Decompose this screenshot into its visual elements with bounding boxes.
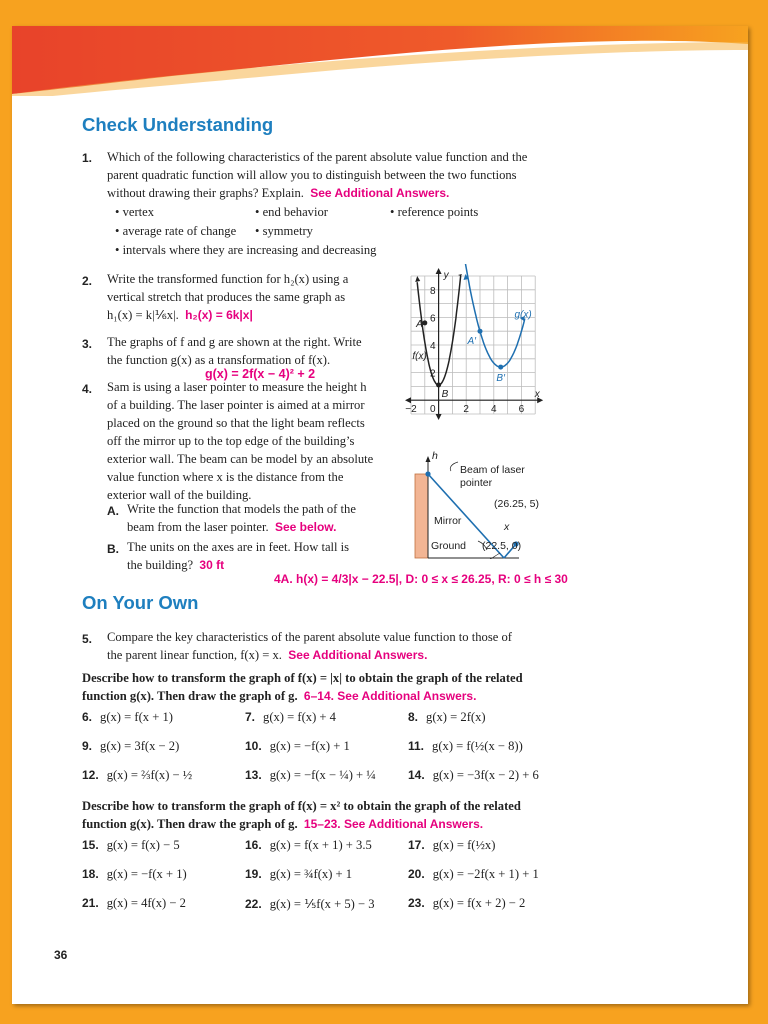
q4a-answer-full: 4A. h(x) = 4/3|x − 22.5|, D: 0 ≤ x ≤ 26.25, R: 0 ≤ h ≤ 30 xyxy=(274,572,568,586)
y-axis-arrow xyxy=(436,414,442,420)
x-tick-label: 2 xyxy=(463,404,469,416)
exercise-item xyxy=(408,896,525,911)
exercise-equation: g(x) = f(½(x − 8)) xyxy=(432,739,523,753)
q2-number: 2. xyxy=(82,274,93,288)
exercise-item xyxy=(82,867,187,882)
exercise-item xyxy=(82,710,173,725)
q1-bullet: • end behavior xyxy=(255,203,328,221)
y-tick-label: 6 xyxy=(430,313,436,325)
ground-label: Ground xyxy=(431,540,467,552)
f-label: f(x) xyxy=(412,350,427,362)
beam-label: Beam of laser xyxy=(460,464,525,476)
q4b-label: B. xyxy=(107,542,119,556)
exercise-number: 21. xyxy=(82,896,99,910)
header-band xyxy=(12,26,748,96)
exercise-number: 23. xyxy=(408,896,425,910)
q1-bullet: • symmetry xyxy=(255,222,313,240)
exercise-item xyxy=(82,896,186,911)
q1-bullet: • vertex xyxy=(115,203,154,221)
q3-number: 3. xyxy=(82,337,93,351)
q5-text: Compare the key characteristics of the parent absolute value function to those of the parent linear function, f(x) = x. See Additional Answers. xyxy=(107,630,512,662)
exercise-item xyxy=(82,838,180,853)
exercise-number: 16. xyxy=(245,838,262,852)
exercise-number: 8. xyxy=(408,710,419,724)
y-tick-label: 8 xyxy=(430,285,436,297)
x-tick-label: 4 xyxy=(491,404,497,416)
ground-point-label: (22.5, 0) xyxy=(482,540,522,552)
exercise-equation: g(x) = f(x + 2) − 2 xyxy=(432,896,526,910)
diagram-x-label: x xyxy=(504,521,510,533)
point-a-prime-label: A′ xyxy=(467,336,476,348)
building-top-point xyxy=(425,471,430,476)
exercise-item xyxy=(408,710,486,725)
exercise-equation: g(x) = −f(x + 1) xyxy=(106,867,187,881)
exercise-number: 7. xyxy=(245,710,256,724)
x-tick-label: 6 xyxy=(518,404,525,416)
exercise-number: 22. xyxy=(245,897,262,911)
h-axis-arrow xyxy=(426,456,431,462)
y-tick-label: 4 xyxy=(430,341,436,352)
exercise-item xyxy=(245,838,372,853)
q4-text: Sam is using a laser pointer to measure the height h of a building. The laser pointer is aimed at a mirror placed on the ground so that the light beam reflects off the mirror up to the top edge of the building’s exterior wall. The beam can be model by an absolute value function where x is the distance from the exterior wall of the building. xyxy=(107,380,374,502)
exercise-item xyxy=(408,768,539,783)
q4-number: 4. xyxy=(82,382,93,396)
q4a-label: A. xyxy=(107,504,119,518)
q1-bullet: • intervals where they are increasing and decreasing xyxy=(115,241,376,259)
q4a-text: Write the function that models the path of the beam from the laser pointer. See below. xyxy=(127,502,356,534)
instructions-absolute-answer: 6–14. See Additional Answers. xyxy=(303,689,477,703)
q1-number: 1. xyxy=(82,151,93,165)
building xyxy=(415,474,428,558)
x-axis-arrow xyxy=(405,397,411,403)
exercise-number: 15. xyxy=(82,838,99,852)
q4b-answer: 30 ft xyxy=(199,558,225,572)
q5-answer: See Additional Answers. xyxy=(288,648,428,662)
function-graph xyxy=(395,264,550,429)
exercise-equation: g(x) = ¾f(x) + 1 xyxy=(269,867,353,881)
exercise-number: 13. xyxy=(245,768,262,782)
exercise-equation: g(x) = −2f(x + 1) + 1 xyxy=(432,867,539,881)
graph-point xyxy=(422,320,427,325)
y-tick-label: 2 xyxy=(430,368,436,380)
q3-text: The graphs of f and g are shown at the right. Write the function g(x) as a transformation of f(x). xyxy=(107,335,362,367)
exercise-equation: g(x) = f(x + 1) + 3.5 xyxy=(269,838,372,852)
instructions-quadratic: Describe how to transform the graph of f(x) = x² to obtain the graph of the related function g(x). Then draw the graph of g. 15–23. See Additional Answers. xyxy=(82,799,521,831)
instructions-absolute: Describe how to transform the graph of f(x) = |x| to obtain the graph of the related function g(x). Then draw the graph of g. 6–14. See Additional Answers. xyxy=(82,671,523,703)
exercise-number: 20. xyxy=(408,867,425,881)
f-arrow xyxy=(415,276,420,282)
graph-point xyxy=(436,383,441,388)
graph-point xyxy=(478,329,483,334)
textbook-page xyxy=(12,26,748,1004)
q1-text: Which of the following characteristics of the parent absolute value function and the parent quadratic function will allow you to distinguish between the two functions without drawing their graphs? Explain. See Additional Answers. xyxy=(107,150,528,200)
q1-bullet: • average rate of change xyxy=(115,222,236,240)
exercise-number: 6. xyxy=(82,710,93,724)
exercise-equation: g(x) = −f(x) + 1 xyxy=(269,739,350,753)
q4b-text: The units on the axes are in feet. How tall is the building? 30 ft xyxy=(127,540,350,572)
diagram-h-label: h xyxy=(432,450,438,462)
exercise-number: 11. xyxy=(408,739,425,753)
exercise-equation: g(x) = ⅕f(x + 5) − 3 xyxy=(269,897,375,911)
q3-answer: g(x) = 2f(x − 4)² + 2 xyxy=(205,367,316,381)
exercise-equation: g(x) = f(x) + 4 xyxy=(263,710,336,724)
exercise-item xyxy=(245,896,375,912)
q1-bullet: • reference points xyxy=(390,203,478,221)
x-axis-label: x xyxy=(534,389,540,401)
exercise-equation: g(x) = −f(x − ¼) + ¼ xyxy=(269,768,376,782)
y-axis-arrow xyxy=(436,268,442,274)
exercise-item xyxy=(245,768,376,783)
x-tick-label: 0 xyxy=(430,404,436,416)
exercise-number: 9. xyxy=(82,739,93,753)
point-b-label: B xyxy=(441,389,449,401)
instructions-quadratic-answer: 15–23. See Additional Answers. xyxy=(303,817,484,831)
exercise-item xyxy=(245,867,352,882)
exercise-equation: g(x) = 3f(x − 2) xyxy=(100,739,180,753)
section-title-check-understanding: Check Understanding xyxy=(82,114,274,135)
exercise-item xyxy=(82,768,192,783)
exercise-number: 18. xyxy=(82,867,99,881)
exercise-item xyxy=(408,867,539,882)
q1-answer: See Additional Answers. xyxy=(310,186,450,200)
x-tick-label: −2 xyxy=(405,404,417,416)
page-number: 36 xyxy=(54,948,68,962)
exercise-number: 19. xyxy=(245,867,262,881)
exercise-equation: g(x) = f(x + 1) xyxy=(100,710,173,724)
mirror-label: Mirror xyxy=(434,515,462,527)
exercise-item xyxy=(245,710,336,725)
point-a-label: A xyxy=(416,318,423,330)
exercise-item xyxy=(408,838,495,853)
q4a-answer: See below. xyxy=(274,520,337,534)
g-label: g(x) xyxy=(514,309,532,321)
exercise-number: 17. xyxy=(408,838,425,852)
exercise-number: 14. xyxy=(408,768,425,782)
beam-callout-line xyxy=(450,462,458,471)
exercise-item xyxy=(245,739,350,754)
graph-point xyxy=(498,365,503,370)
point-label: (26.25, 5) xyxy=(494,498,539,510)
exercise-item xyxy=(408,739,523,754)
exercise-equation: g(x) = f(x) − 5 xyxy=(106,838,180,852)
exercise-equation: g(x) = 2f(x) xyxy=(426,710,486,724)
exercise-equation: g(x) = 4f(x) − 2 xyxy=(106,896,186,910)
beam-label-2: pointer xyxy=(460,477,493,489)
section-title-on-your-own: On Your Own xyxy=(82,592,199,613)
exercise-item xyxy=(82,739,179,754)
exercise-number: 10. xyxy=(245,739,262,753)
y-axis-label: y xyxy=(443,270,449,281)
exercise-equation: g(x) = −3f(x − 2) + 6 xyxy=(432,768,539,782)
q2-text: Write the transformed function for h₂(x) using a vertical stretch that produces the same graph as h₁(x) = k|⅙x|. h₂(x) = 6k|x| xyxy=(107,272,349,322)
exercise-equation: g(x) = f(½x) xyxy=(432,838,496,852)
q2-answer: h₂(x) = 6k|x| xyxy=(185,308,253,322)
q5-number: 5. xyxy=(82,632,93,646)
exercise-number: 12. xyxy=(82,768,99,782)
exercise-equation: g(x) = ⅔f(x) − ½ xyxy=(106,768,193,782)
point-b-prime-label: B′ xyxy=(496,373,505,385)
